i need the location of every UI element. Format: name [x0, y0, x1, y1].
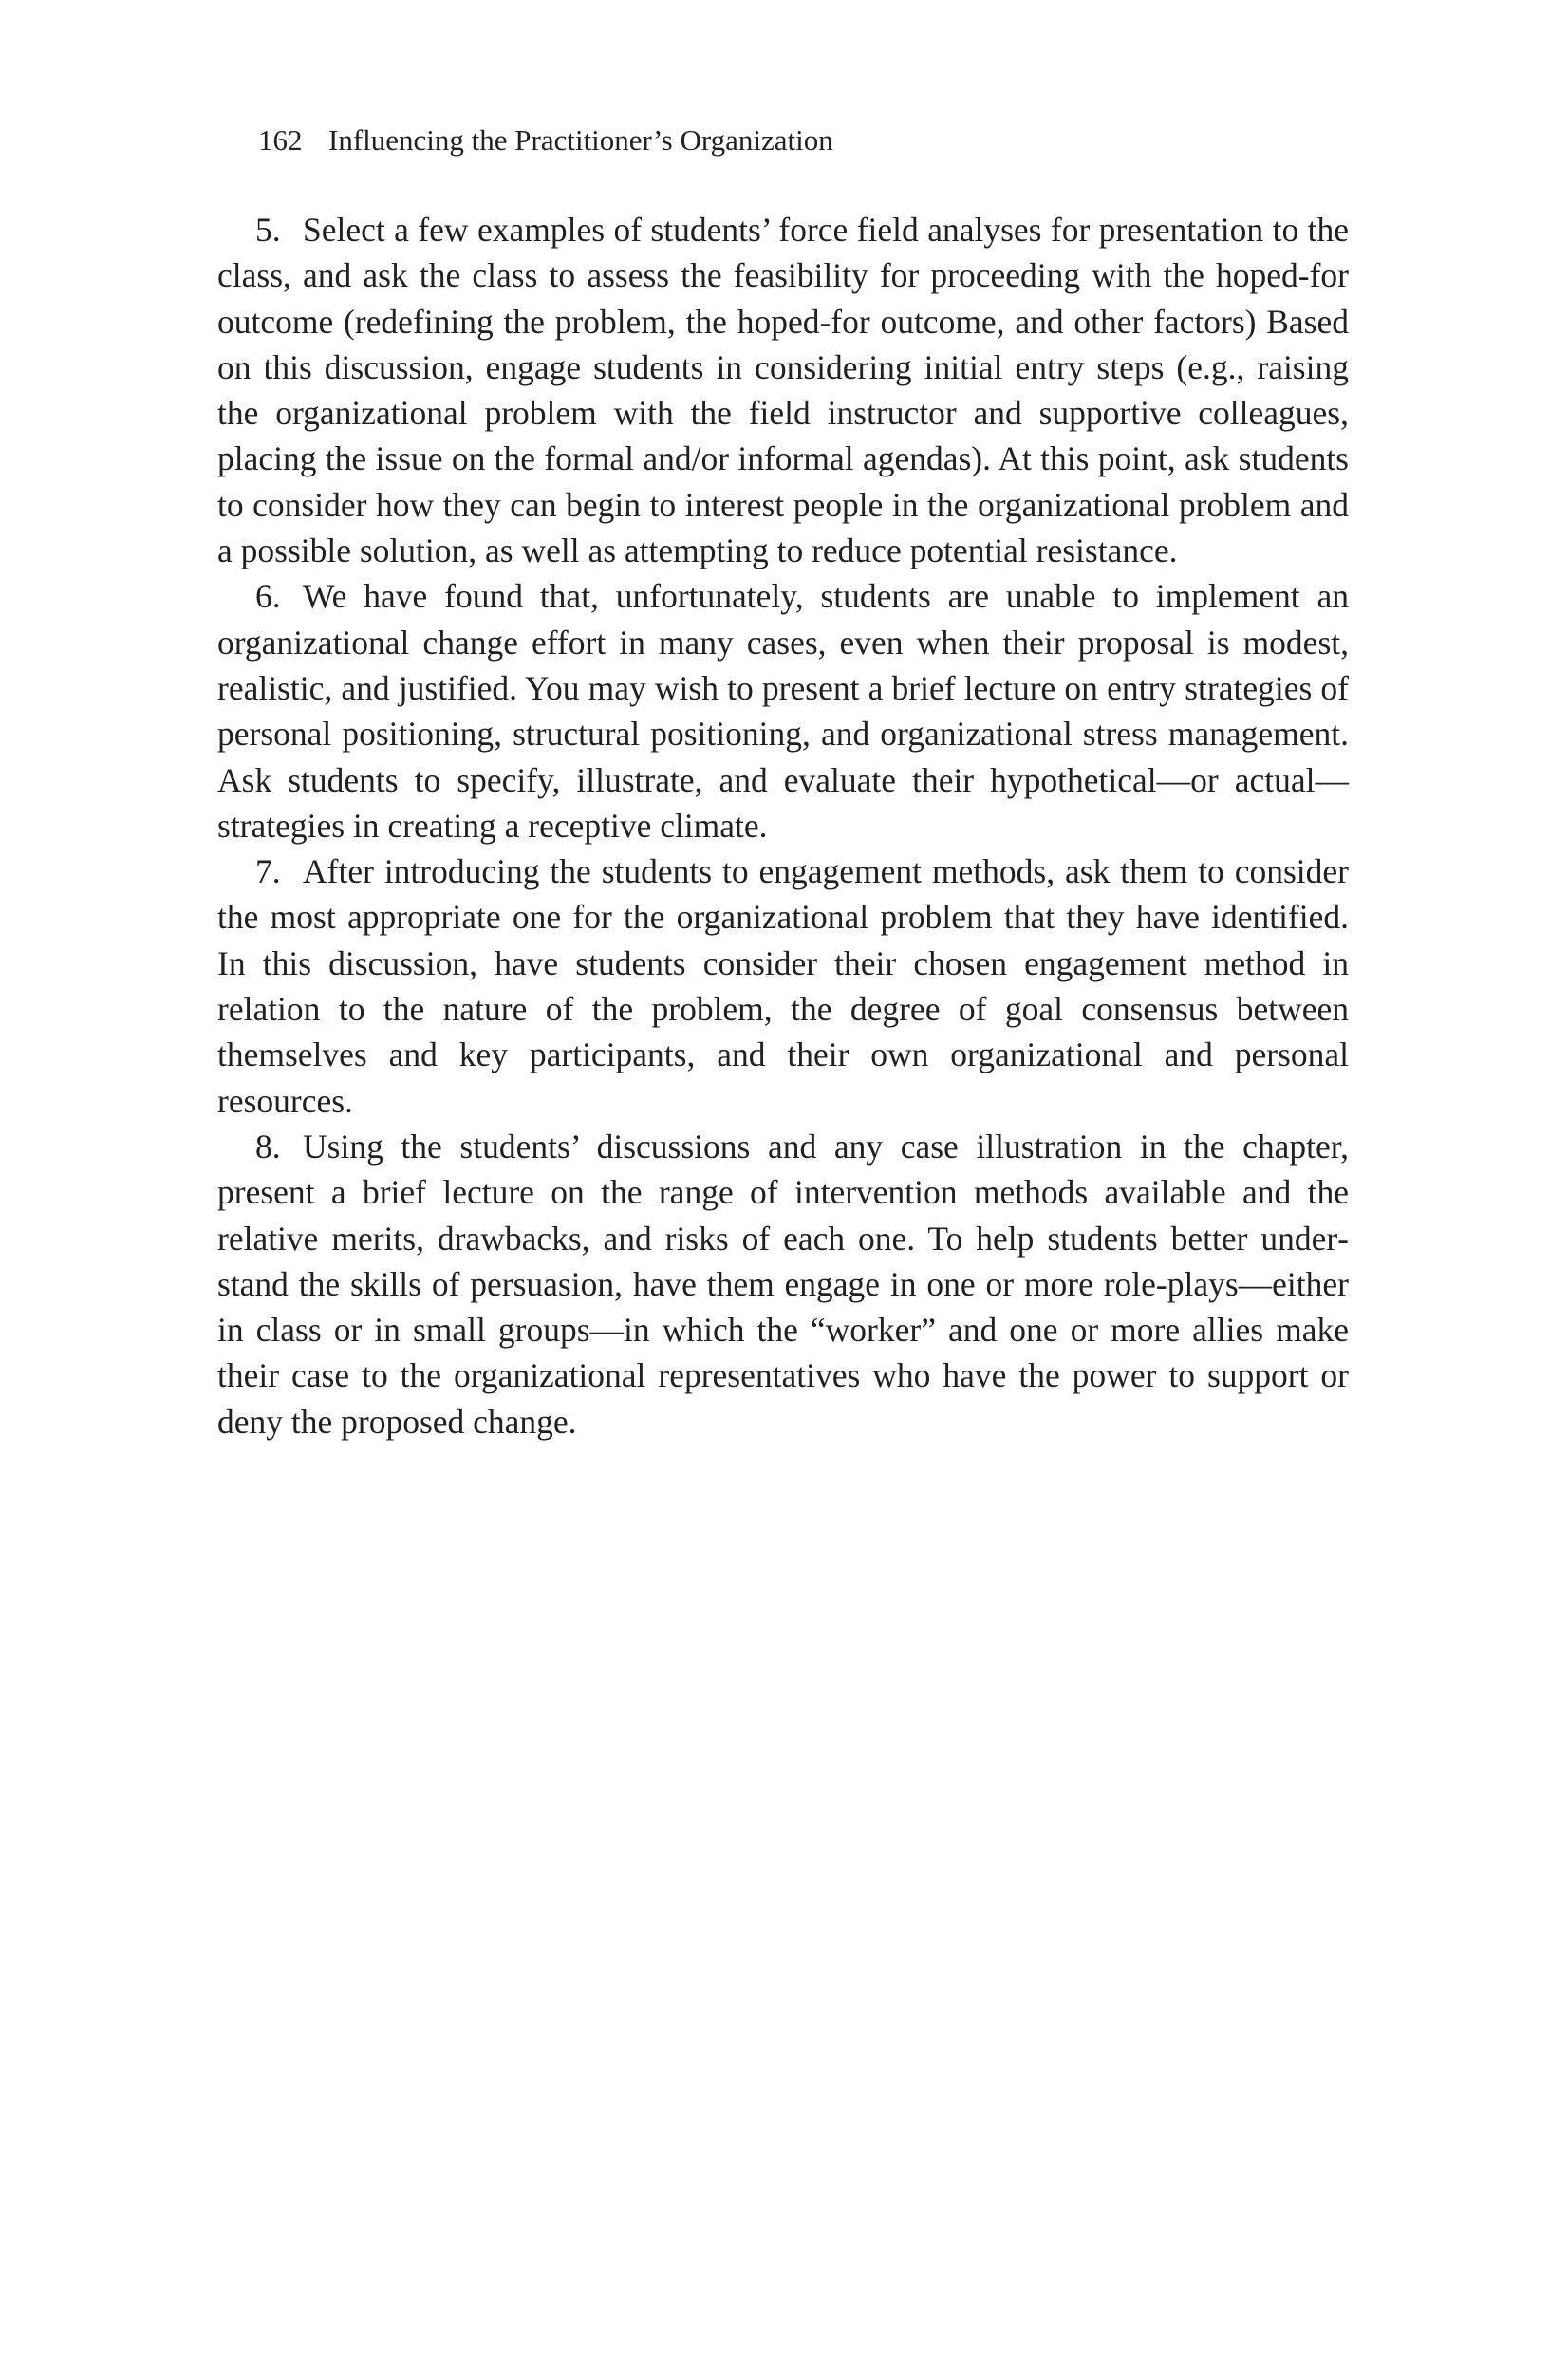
item-text: After introducing the students to engagement methods, ask them to consider the most appropriate one for the organizational problem that they have identified. In this discussion, have students consider their chosen engagement method in relation to the nature of the problem, the degree of goal consensus between themselves and key participants, and their own organizational and personal resources.: [217, 852, 1349, 1120]
item-text: Select a few examples of students’ force field analyses for presentation to the class, and ask the class to assess the feasibility for proceeding with the hoped-for outcome (redefining the problem, the hoped-for outcome, and other factors) Based on this discussion, engage students in considering initial entry steps (e.g., raising the organizational problem with the field instructor and supportive colleagues, placing the issue on the formal and/or informal agendas). At this point, ask students to consider how they can begin to interest people in the organizational problem and a possible solution, as well as attempting to reduce potential resistance.: [217, 211, 1349, 570]
item-number: 5.: [255, 211, 281, 249]
item-text: Using the students’ discussions and any case illustration in the chapter, present a brief lecture on the range of intervention methods available and the relative merits, drawbacks, and risks of each one. To help students better understand the skills of persuasion, have them engage in one or more role-plays—either in class or in small groups—in which the “worker” and one or more allies make their case to the organizational representatives who have the power to support or deny the proposed change.: [217, 1127, 1349, 1441]
page-number: 162: [258, 123, 303, 157]
running-head-title: Influencing the Practitioner’s Organization: [328, 123, 833, 157]
list-item-5: [217, 207, 1349, 573]
item-number: 7.: [255, 852, 281, 891]
item-number: 8.: [255, 1127, 281, 1166]
list-item-8: [217, 1124, 1349, 1445]
item-text: We have found that, unfortunately, students are unable to implement an organizational change effort in many cases, even when their proposal is modest, realistic, and justified. You may wish to present a brief lecture on entry strategies of personal positioning, structural positioning, and organizational stress management. Ask students to specify, illustrate, and evaluate their hypothetical—or actual—strategies in creating a receptive climate.: [217, 577, 1349, 845]
running-head: [258, 121, 833, 159]
list-item-6: [217, 573, 1349, 849]
item-number: 6.: [255, 577, 281, 616]
body-text: [217, 207, 1349, 1445]
list-item-7: [217, 849, 1349, 1124]
